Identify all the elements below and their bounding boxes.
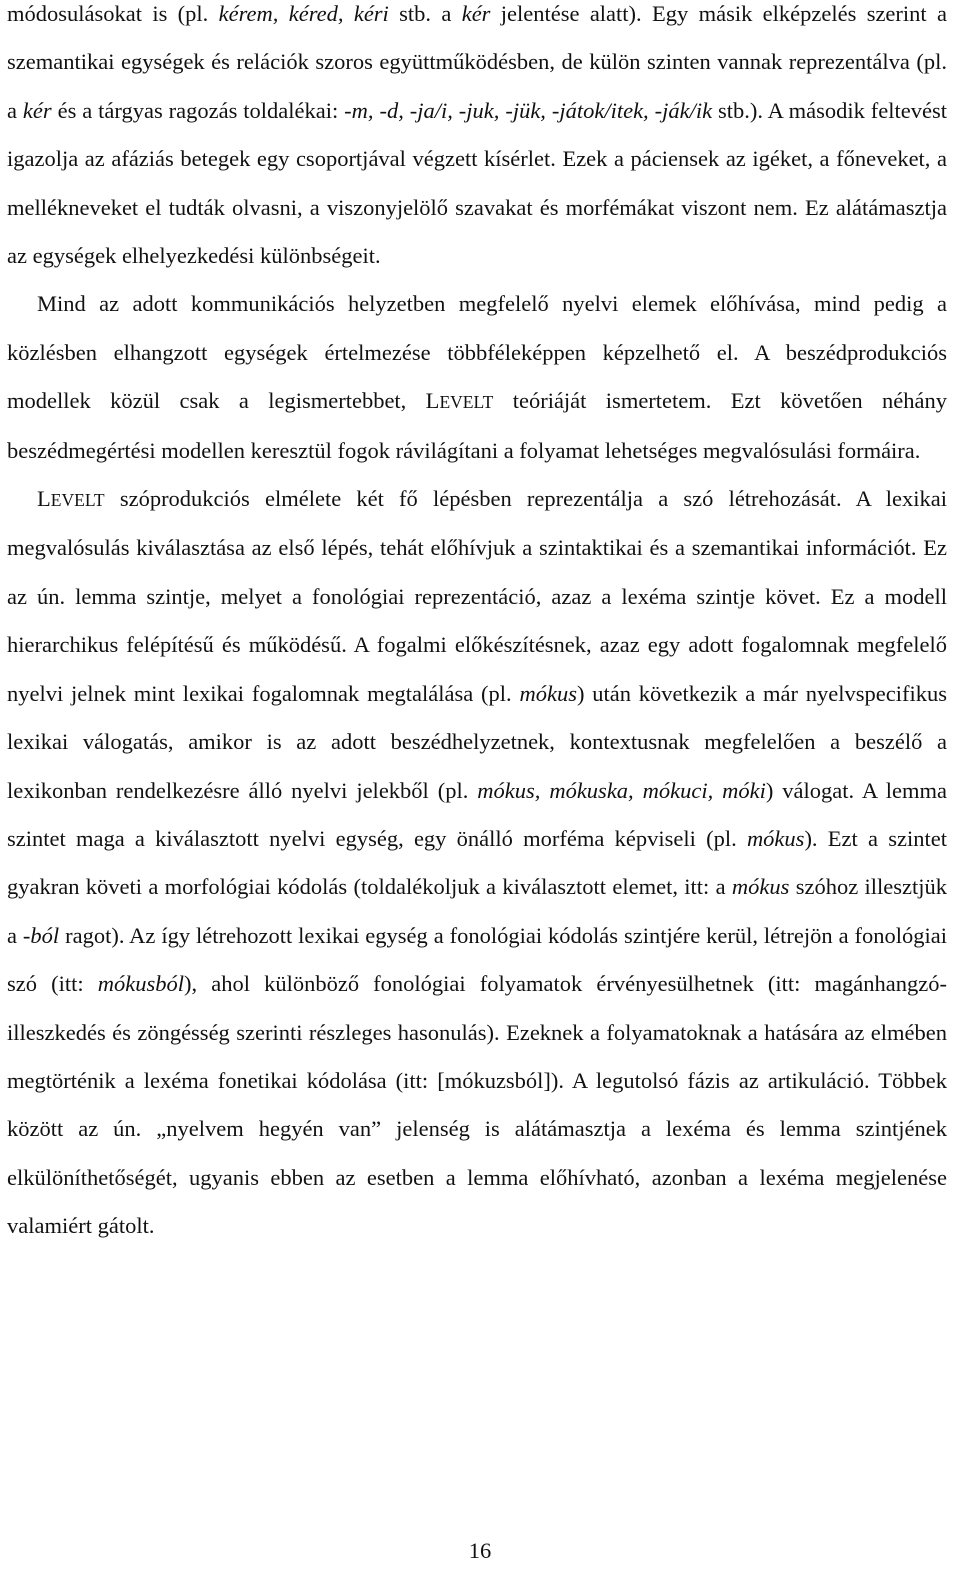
text-run: teóriáját ismertetem. Ezt követően néhány beszédmegértési modellen keresztül fogok rávilágítani a folyamat lehetséges megvalósulási formáira. xyxy=(7,388,947,463)
text-run: kér xyxy=(22,97,52,123)
text-run: módosulásokat is (pl. xyxy=(7,1,219,26)
text-run: mókus xyxy=(519,680,577,706)
text-run: szóhoz illesztjük a xyxy=(7,874,947,948)
text-run: stb.). A második feltevést igazolja az afáziás betegek egy csoportjával végzett kísérlet. Ezek a páciensek az igéket, a főneveket, a mellékneveket el tudták olvasni, a viszonyjelölő szavakat és morfémákat viszont nem. Ez alátámasztja az egységek elhelyezkedési különbségeit. xyxy=(7,97,947,269)
text-run: ragot). Az így létrehozott lexikai egység a fonológiai kódolás szintjére kerül, létrejön a fonológiai szó (itt: xyxy=(7,922,947,997)
paragraph-2 xyxy=(7,280,947,475)
text-run: stb. a xyxy=(388,1,462,26)
text-run: mókus xyxy=(731,874,790,900)
text-run: Mind az adott kommunikációs helyzetben megfelelő nyelvi elemek előhívása, mind pedig a közlésben elhangzott egységek értelmezése többféleképpen képzelhető el. A beszédprodukciós modellek közül csak a legismertebbet, L xyxy=(7,291,947,414)
body-text xyxy=(7,0,947,1251)
text-run: L xyxy=(37,486,51,512)
text-run: -ból xyxy=(22,922,60,948)
paragraph-3 xyxy=(7,475,947,1251)
text-run: kér xyxy=(461,1,491,26)
text-run: mókusból xyxy=(97,971,184,997)
text-run: ). Ezt a szintet gyakran követi a morfológiai kódolás (toldalékoljuk a kiválasztott elemet, itt: a xyxy=(7,825,947,900)
paragraph-1 xyxy=(7,0,947,280)
text-run: -m, -d, -ja/i, -juk, -jük, -játok/itek, -ják/ik xyxy=(344,97,713,123)
text-run: ) után következik a már nyelvspecifikus lexikai válogatás, amikor is az adott beszédhelyzetnek, kontextusnak megfelelően a beszélő a lexikonban rendelkezésre álló nyelvi jelekből (pl. xyxy=(7,680,947,803)
text-run: ) válogat. A lemma szintet maga a kiválasztott nyelvi egység, egy önálló morféma képviseli (pl. xyxy=(7,777,947,851)
text-run: EVELT xyxy=(50,490,105,511)
text-run: ), ahol különböző fonológiai folyamatok érvényesülhetnek (itt: magánhangzó-illeszkedés és zöngésség szerinti részleges hasonulás). Ezeknek a folyamatoknak a hatására az elmében megtörténik a lexéma fonetikai kódolása (itt: [mókuzsból]). A legutolsó fázis az artikuláció. Többek között az ún. „nyelvem hegyén van” jelenség is alátámasztja a lexéma és lemma szintjének elkülöníthetőségét, ugyanis ebben az esetben a lemma előhívható, azonban a lexéma megjelenése valamiért gátolt. xyxy=(7,971,947,1239)
text-run: szóprodukciós elmélete két fő lépésben reprezentálja a szó létrehozását. A lexikai megvalósulás kiválasztása az első lépés, tehát előhívjuk a szintaktikai és a szemantikai információt. Ez az ún. lemma szintje, melyet a fonológiai reprezentáció, azaz a lexéma szintje követ. Ez a modell hierarchikus felépítésű és működésű. A fogalmi előkészítésnek, azaz egy adott fogalomnak megfelelő nyelvi jelnek mint lexikai fogalomnak megtalálása (pl. xyxy=(7,486,947,706)
text-run: és a tárgyas ragozás toldalékai: xyxy=(51,97,345,123)
text-run: mókus, mókuska, mókuci, móki xyxy=(477,777,766,803)
text-run: jelentése alatt). Egy másik elképzelés szerint a szemantikai egységek és relációk szoros együttműködésben, de külön szinten vannak reprezentálva (pl. a xyxy=(7,1,947,123)
page-number: 16 xyxy=(468,1538,492,1563)
text-run: mókus xyxy=(746,825,805,851)
text-run: EVELT xyxy=(439,392,494,413)
text-run: kérem, kéred, kéri xyxy=(218,1,389,26)
